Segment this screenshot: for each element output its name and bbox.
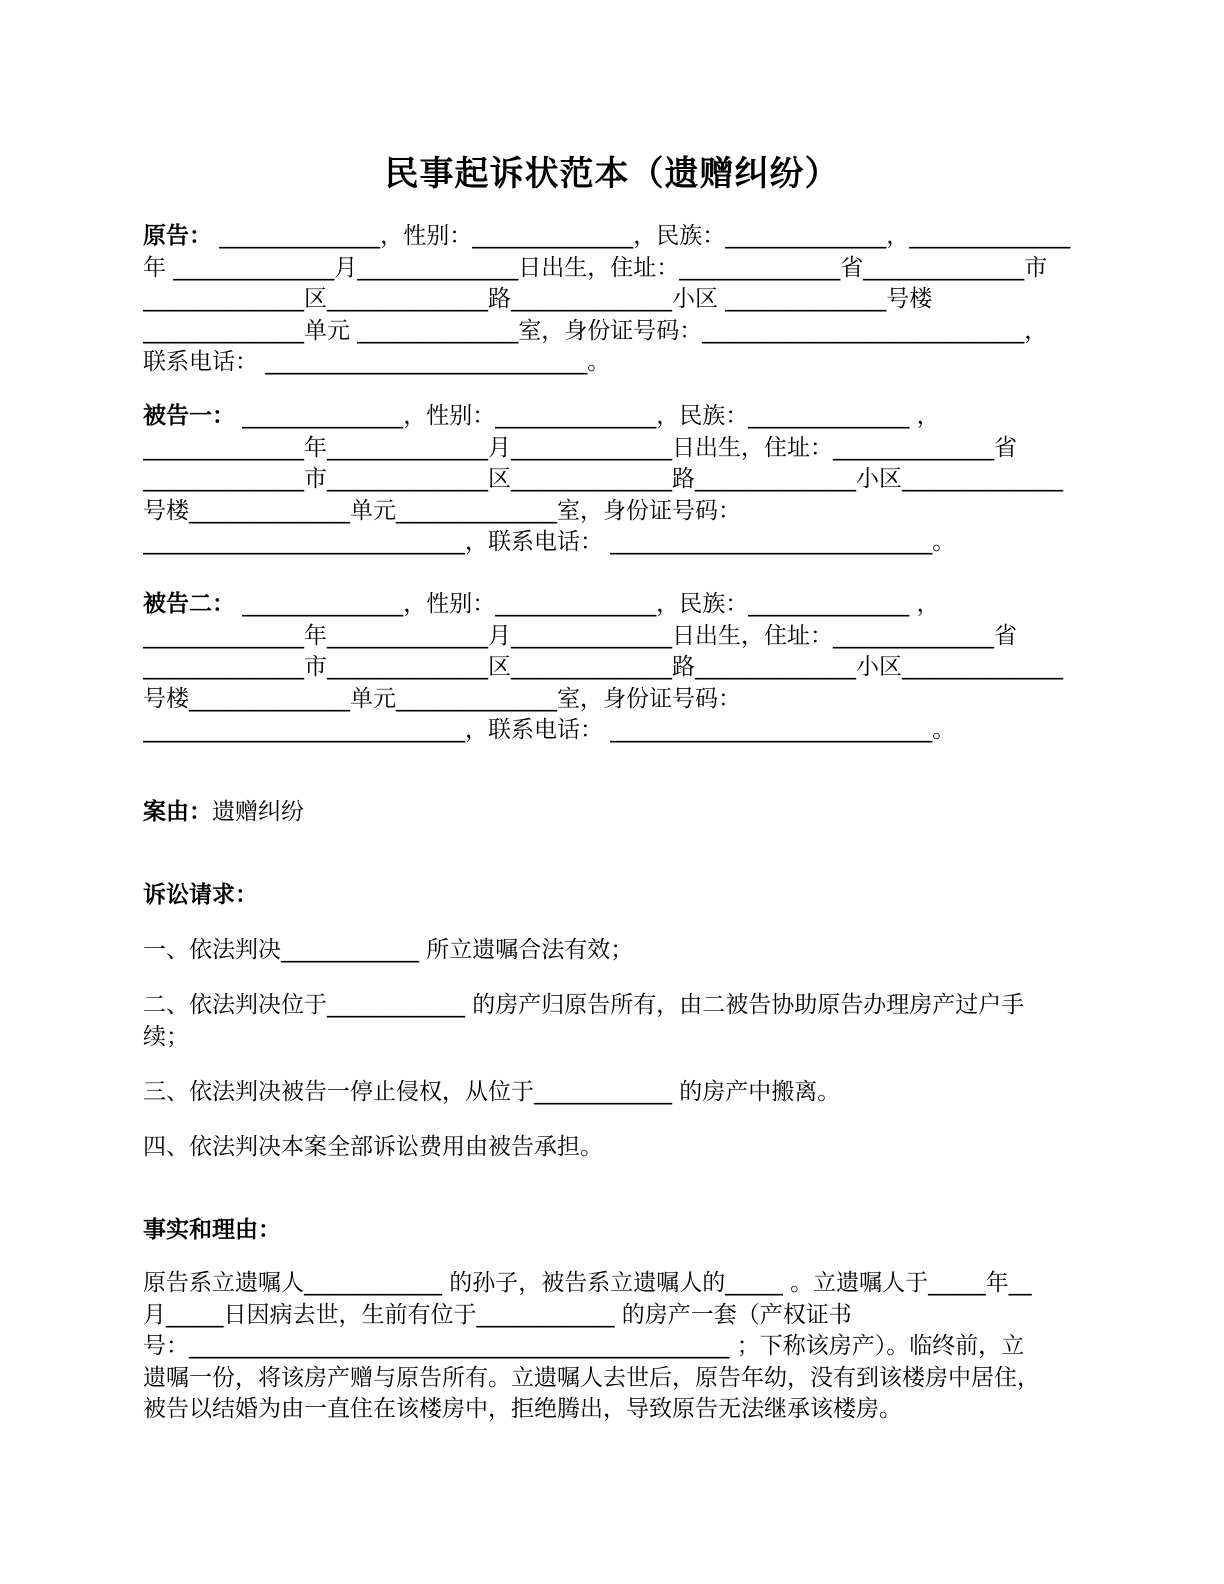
defendant1-line-2: ______________年______________月______________日出生，住址：______________省 bbox=[143, 434, 1017, 461]
facts-line-5: 被告以结婚为由一直住在该楼房中，拒绝腾出，导致原告无法继承该楼房。 bbox=[143, 1396, 902, 1422]
facts-section bbox=[143, 1268, 1078, 1426]
plaintiff-line-4: ______________单元 ______________室，身份证号码：____________________________， bbox=[143, 317, 1048, 344]
defendant1-label: 被告一： bbox=[143, 403, 235, 429]
plaintiff-line-2: 年 ______________月______________日出生，住址：______________省______________市 bbox=[143, 254, 1048, 281]
cause-line bbox=[143, 797, 1078, 829]
plaintiff-label: 原告： bbox=[143, 223, 212, 249]
claim-item-2: 二、依法判决位于____________ 的房产归原告所有，由二被告协助原告办理房产过户手 续； bbox=[143, 992, 1025, 1050]
defendant1-line-5: ____________________________，联系电话： ____________________________。 bbox=[143, 529, 956, 555]
plaintiff-line-1 bbox=[143, 221, 1078, 253]
facts-line-2: 月_____日因病去世，生前有位于____________ 的房产一套（产权证书 bbox=[143, 1301, 852, 1328]
defendant2-line-4: 号楼______________单元______________室，身份证号码： bbox=[143, 685, 741, 712]
claim-item-3-block bbox=[143, 1077, 1078, 1109]
document-title: 民事起诉状范本（遗赠纠纷） bbox=[384, 154, 840, 194]
defendant2-line-1 bbox=[143, 589, 1078, 621]
plaintiff-line-1-text: ______________，性别：______________，民族：______________，______________ bbox=[212, 223, 1071, 249]
defendant1-line-3: ______________市______________区______________路______________小区______________ bbox=[143, 466, 1063, 492]
facts-heading-block bbox=[143, 1215, 1078, 1247]
cause-label: 案由： bbox=[143, 799, 212, 825]
facts-heading: 事实和理由： bbox=[143, 1217, 281, 1243]
facts-line-1: 原告系立遗嘱人____________ 的孙子，被告系立遗嘱人的_____ 。立遗嘱人于_____年__ bbox=[143, 1270, 1032, 1296]
facts-line-4: 遗嘱一份，将该房产赠与原告所有。立遗嘱人去世后，原告年幼，没有到该楼房中居住， bbox=[143, 1364, 1040, 1391]
defendant1-section bbox=[143, 401, 1078, 559]
plaintiff-line-5: 联系电话： ____________________________。 bbox=[143, 349, 611, 375]
defendant2-line-3: ______________市______________区______________路______________小区______________ bbox=[143, 654, 1063, 680]
claims-heading: 诉讼请求： bbox=[143, 882, 258, 908]
facts-line-3: 号：_______________________________________________ ；下称该房产）。临终前，立 bbox=[143, 1333, 1025, 1359]
plaintiff-line-3: ______________区______________路______________小区 ______________号楼 bbox=[143, 286, 933, 312]
claim-item-3: 三、依法判决被告一停止侵权，从位于____________ 的房产中搬离。 bbox=[143, 1079, 841, 1105]
claim-item-1-block bbox=[143, 935, 1078, 967]
defendant2-label: 被告二： bbox=[143, 591, 235, 617]
defendant2-section bbox=[143, 589, 1078, 747]
defendant1-line-4: 号楼______________单元______________室，身份证号码： bbox=[143, 497, 741, 524]
defendant1-line-1-text: ______________，性别：______________，民族：______________ ， bbox=[235, 403, 940, 429]
defendant2-line-2: ______________年______________月______________日出生，住址：______________省 bbox=[143, 622, 1017, 649]
plaintiff-section bbox=[143, 221, 1078, 379]
claim-item-2-block bbox=[143, 990, 1078, 1053]
claims-heading-block bbox=[143, 880, 1078, 912]
claim-item-4: 四、依法判决本案全部诉讼费用由被告承担。 bbox=[143, 1134, 603, 1160]
cause-value: 遗赠纠纷 bbox=[212, 799, 304, 825]
claim-item-4-block bbox=[143, 1132, 1078, 1164]
defendant2-line-1-text: ______________，性别：______________，民族：______________ ， bbox=[235, 591, 940, 617]
claim-item-1: 一、依法判决____________ 所立遗嘱合法有效； bbox=[143, 937, 634, 963]
cause-section bbox=[143, 797, 1078, 829]
defendant1-line-1 bbox=[143, 401, 1078, 433]
defendant2-line-5: ____________________________，联系电话： ____________________________。 bbox=[143, 717, 956, 743]
